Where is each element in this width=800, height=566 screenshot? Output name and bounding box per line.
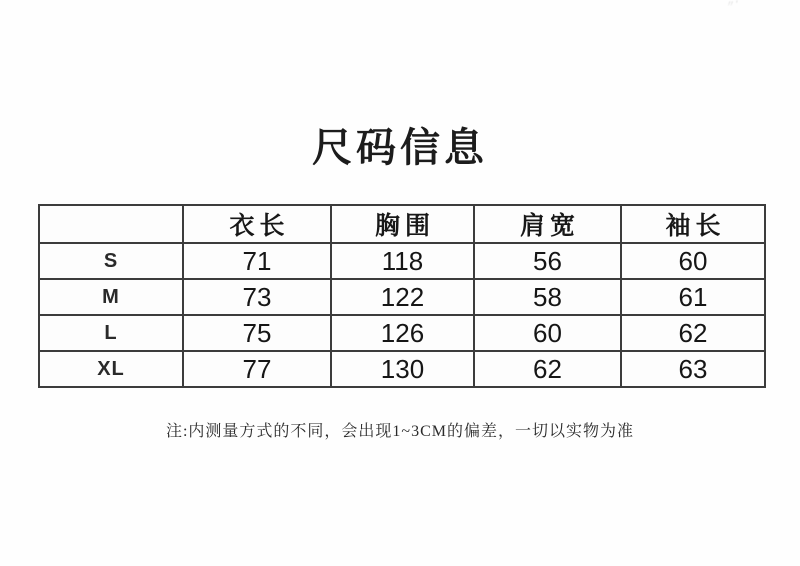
cell-s-garment-length: 71 [183, 243, 331, 279]
size-label-xl: XL [39, 351, 183, 387]
header-bust: 胸围 [331, 205, 474, 243]
corner-artifact: 〃′ [726, 0, 739, 7]
cell-m-shoulder-width: 58 [474, 279, 621, 315]
cell-xl-garment-length: 77 [183, 351, 331, 387]
table-row-l [39, 315, 765, 351]
size-label-s: S [39, 243, 183, 279]
table-row-m [39, 279, 765, 315]
table-row-s [39, 243, 765, 279]
cell-m-garment-length: 73 [183, 279, 331, 315]
measurement-note: 注:内测量方式的不同，会出现1~3CM的偏差，一切以实物为准 [165, 423, 634, 440]
size-label-l: L [39, 315, 183, 351]
cell-m-bust: 122 [331, 279, 474, 315]
header-garment-length: 衣长 [183, 205, 331, 243]
cell-l-bust: 126 [331, 315, 474, 351]
cell-xl-sleeve-length: 63 [621, 351, 765, 387]
page-title: 尺码信息 [312, 125, 488, 170]
size-table [38, 204, 766, 388]
header-sleeve-length: 袖长 [621, 205, 765, 243]
cell-xl-shoulder-width: 62 [474, 351, 621, 387]
cell-s-sleeve-length: 60 [621, 243, 765, 279]
table-row-xl [39, 351, 765, 387]
cell-m-sleeve-length: 61 [621, 279, 765, 315]
header-shoulder-width: 肩宽 [474, 205, 621, 243]
cell-l-shoulder-width: 60 [474, 315, 621, 351]
cell-s-shoulder-width: 56 [474, 243, 621, 279]
cell-xl-bust: 130 [331, 351, 474, 387]
size-label-m: M [39, 279, 183, 315]
cell-l-garment-length: 75 [183, 315, 331, 351]
header-empty [39, 205, 183, 243]
table-header-row [39, 205, 765, 243]
cell-l-sleeve-length: 62 [621, 315, 765, 351]
cell-s-bust: 118 [331, 243, 474, 279]
